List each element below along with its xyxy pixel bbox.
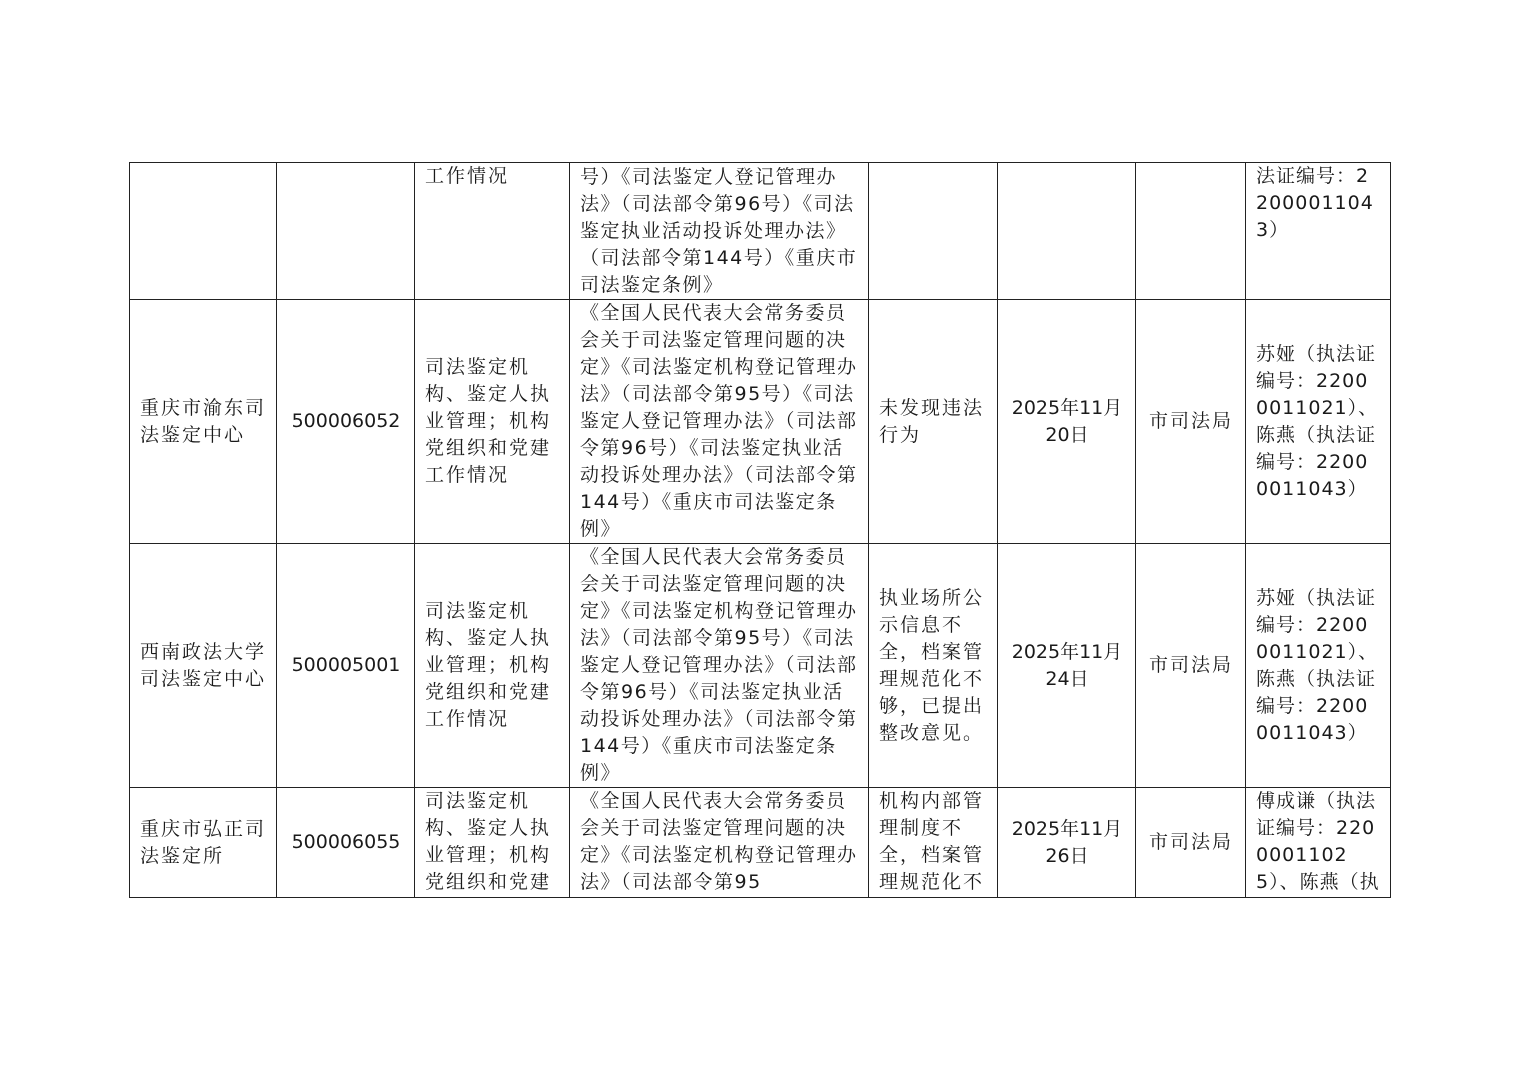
agency-cell: 市司法局 <box>1136 788 1246 898</box>
institution-code-cell <box>277 163 415 300</box>
inspection-scope-cell: 司法鉴定机构、鉴定人执业管理；机构党组织和党建 <box>415 788 570 898</box>
agency-cell: 市司法局 <box>1136 300 1246 544</box>
inspection-result-cell <box>869 163 998 300</box>
inspection-result-cell: 执业场所公示信息不全，档案管理规范化不够，已提出整改意见。 <box>869 544 998 788</box>
table-row <box>130 300 1391 544</box>
inspection-date-cell: 2025年11月20日 <box>998 300 1136 544</box>
institution-name-cell <box>130 163 277 300</box>
officers-cell: 法证编号：22000011043） <box>1246 163 1391 300</box>
inspection-scope-cell: 工作情况 <box>415 163 570 300</box>
institution-code-cell: 500006052 <box>277 300 415 544</box>
officers-cell: 苏娅（执法证编号：22000011021）、陈燕（执法证编号：22000011043） <box>1246 300 1391 544</box>
legal-basis-cell: 号）《司法鉴定人登记管理办法》（司法部令第96号）《司法鉴定执业活动投诉处理办法》（司法部令第144号）《重庆市司法鉴定条例》 <box>570 163 869 300</box>
legal-basis-cell: 《全国人民代表大会常务委员会关于司法鉴定管理问题的决定》《司法鉴定机构登记管理办法》（司法部令第95号）《司法鉴定人登记管理办法》（司法部令第96号）《司法鉴定执业活动投诉处理办法》（司法部令第144号）《重庆市司法鉴定条例》 <box>570 544 869 788</box>
institution-name-cell: 重庆市渝东司法鉴定中心 <box>130 300 277 544</box>
legal-basis-cell: 《全国人民代表大会常务委员会关于司法鉴定管理问题的决定》《司法鉴定机构登记管理办法》（司法部令第95 <box>570 788 869 898</box>
table-row <box>130 788 1391 898</box>
inspection-date-cell: 2025年11月24日 <box>998 544 1136 788</box>
inspection-result-cell: 未发现违法行为 <box>869 300 998 544</box>
agency-cell <box>1136 163 1246 300</box>
inspection-result-cell: 机构内部管理制度不全，档案管理规范化不 <box>869 788 998 898</box>
table-row <box>130 544 1391 788</box>
legal-basis-cell: 《全国人民代表大会常务委员会关于司法鉴定管理问题的决定》《司法鉴定机构登记管理办法》（司法部令第95号）《司法鉴定人登记管理办法》（司法部令第96号）《司法鉴定执业活动投诉处理办法》（司法部令第144号）《重庆市司法鉴定条例》 <box>570 300 869 544</box>
table-row <box>130 163 1391 300</box>
institution-name-cell: 重庆市弘正司法鉴定所 <box>130 788 277 898</box>
inspection-date-cell <box>998 163 1136 300</box>
inspection-scope-cell: 司法鉴定机构、鉴定人执业管理；机构党组织和党建工作情况 <box>415 544 570 788</box>
institution-name-cell: 西南政法大学司法鉴定中心 <box>130 544 277 788</box>
officers-cell: 傅成谦（执法证编号：22000011025）、陈燕（执 <box>1246 788 1391 898</box>
officers-cell: 苏娅（执法证编号：22000011021）、陈燕（执法证编号：22000011043） <box>1246 544 1391 788</box>
inspection-date-cell: 2025年11月26日 <box>998 788 1136 898</box>
institution-code-cell: 500006055 <box>277 788 415 898</box>
agency-cell: 市司法局 <box>1136 544 1246 788</box>
inspection-records-table <box>129 162 1391 898</box>
inspection-scope-cell: 司法鉴定机构、鉴定人执业管理；机构党组织和党建工作情况 <box>415 300 570 544</box>
institution-code-cell: 500005001 <box>277 544 415 788</box>
